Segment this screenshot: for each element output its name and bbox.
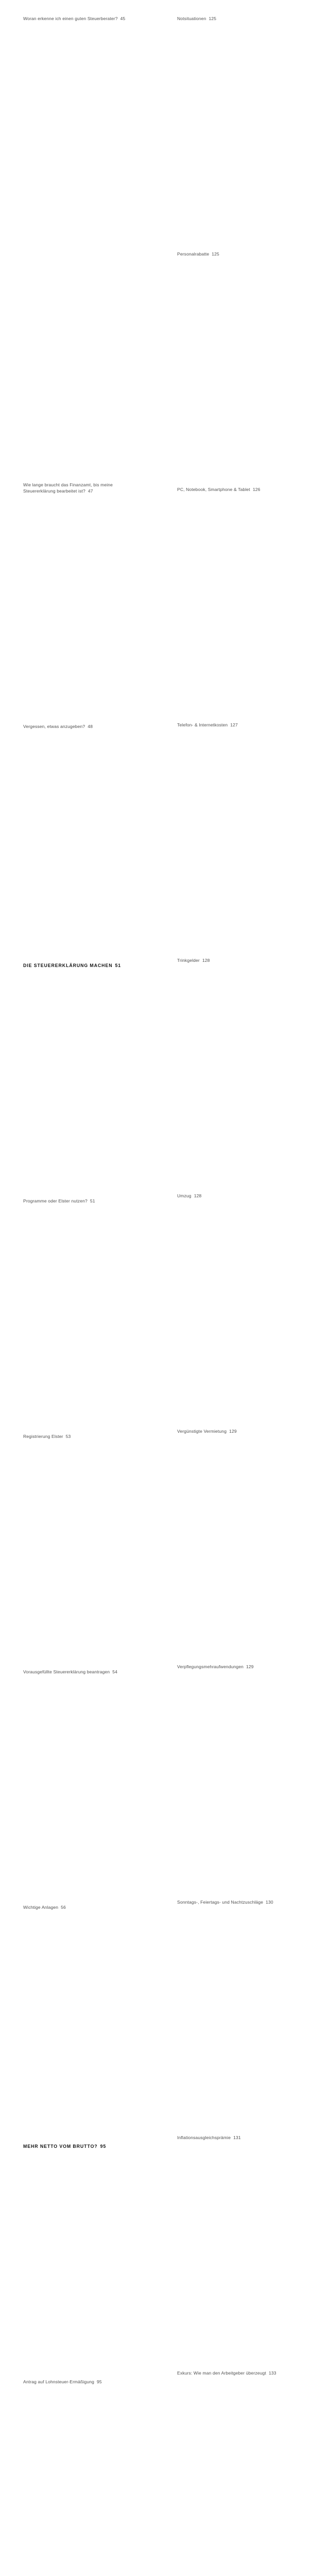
toc-entry (177, 15, 291, 251)
toc-entry-label: Wie lange braucht das Finanzamt, bis meine (23, 482, 113, 487)
toc-column-right (177, 15, 291, 2576)
toc-entry-page-number: 95 (94, 2379, 137, 2576)
toc-entry (177, 1193, 291, 1428)
toc-entry-page-number: 51 (88, 1198, 137, 1433)
toc-entry-page-number: 47 (85, 488, 137, 723)
toc-entry (23, 1904, 137, 2140)
toc-entry (177, 2134, 291, 2370)
toc-entry-label: Personalrabatte (177, 251, 210, 257)
toc-entry-page-number: 133 (266, 2370, 291, 2576)
toc-entry-label: Vergessen, etwas anzugeben? (23, 724, 85, 729)
toc-entry (23, 488, 137, 723)
section-gap (23, 959, 137, 962)
toc-entry (23, 15, 137, 251)
toc-entry-page-number: 129 (244, 1664, 291, 1899)
toc-entry (177, 1428, 291, 1664)
toc-entry-page-number: 129 (227, 1428, 291, 1664)
toc-entry-page-number: 128 (192, 1193, 291, 1428)
toc-entry-label: Verpflegungsmehraufwendungen (177, 1664, 244, 1669)
toc-entry-label: Umzug (177, 1193, 192, 1198)
toc-entry-page-number: 126 (250, 486, 291, 722)
toc-entry-label: Vergünstigte Vermietung (177, 1429, 227, 1434)
toc-entry (23, 251, 137, 488)
toc-entry-page-number: 131 (231, 2134, 291, 2370)
toc-entry (23, 723, 137, 959)
toc-entry-label: Inflationsausgleichsprämie (177, 2135, 231, 2140)
toc-entry (23, 1198, 137, 1433)
toc-entry-label: Steuererklärung bearbeitet ist? (23, 488, 85, 494)
toc-entry (177, 486, 291, 722)
toc-entry-page-number: 48 (85, 723, 137, 959)
toc-entry-label: Telefon- & Internetkosten (177, 722, 228, 727)
toc-entry (177, 251, 291, 486)
toc-heading-label: DIE STEUERERKLÄRUNG MACHEN (23, 963, 113, 968)
toc-entry-label: Notsituationen (177, 16, 206, 21)
toc-entry (23, 1669, 137, 1904)
toc-entry-page-number: 127 (228, 722, 291, 957)
section-gap (23, 2140, 137, 2143)
toc-entry-page-number: 125 (209, 251, 291, 486)
toc-entry-label: Programme oder Elster nutzen? (23, 1198, 88, 1204)
toc-entry-label: Sonntags-, Feiertags- und Nachtzuschläge (177, 1900, 264, 1905)
toc-entry-page-number: 53 (63, 1433, 137, 1669)
toc-entry-page-number (113, 251, 137, 486)
toc-entry-label: Trinkgelder (177, 958, 200, 963)
toc-heading-page-number: 51 (112, 962, 137, 1198)
toc-heading-page-number: 95 (98, 2143, 137, 2379)
toc-entry-label: Antrag auf Lohnsteuer-Ermäßigung (23, 2379, 95, 2384)
toc-entry (177, 1664, 291, 1899)
toc-entry-label: Woran erkenne ich einen guten Steuerberater? (23, 16, 118, 21)
toc-entry-label: Exkurs: Wie man den Arbeitgeber überzeugt (177, 2370, 266, 2376)
toc-column-left (23, 15, 137, 2576)
toc-entry-page-number: 54 (110, 1669, 137, 1904)
toc-entry-page-number: 45 (118, 15, 137, 251)
toc-entry-page-number: 130 (263, 1899, 291, 2134)
toc-entry-label: Vorausgefüllte Steuererklärung beantragen (23, 1669, 110, 1674)
toc-entry (177, 1899, 291, 2134)
toc-entry-label: Registrierung Elster (23, 1434, 63, 1439)
toc-entry (23, 2379, 137, 2576)
toc-entry (177, 722, 291, 957)
toc-entry (177, 957, 291, 1193)
toc-heading (23, 2143, 137, 2379)
toc-entry (23, 1433, 137, 1669)
toc-heading-label: MEHR NETTO VOM BRUTTO? (23, 2144, 98, 2149)
toc-entry-label: Wichtige Anlagen (23, 1905, 59, 1910)
toc-entry-page-number: 56 (58, 1904, 137, 2140)
toc-heading (23, 962, 137, 1198)
toc-entry-page-number: 125 (206, 15, 291, 251)
toc-entry-page-number: 128 (200, 957, 291, 1193)
toc-entry (177, 2370, 291, 2576)
toc-entry-label: PC, Notebook, Smartphone & Tablet (177, 487, 250, 492)
